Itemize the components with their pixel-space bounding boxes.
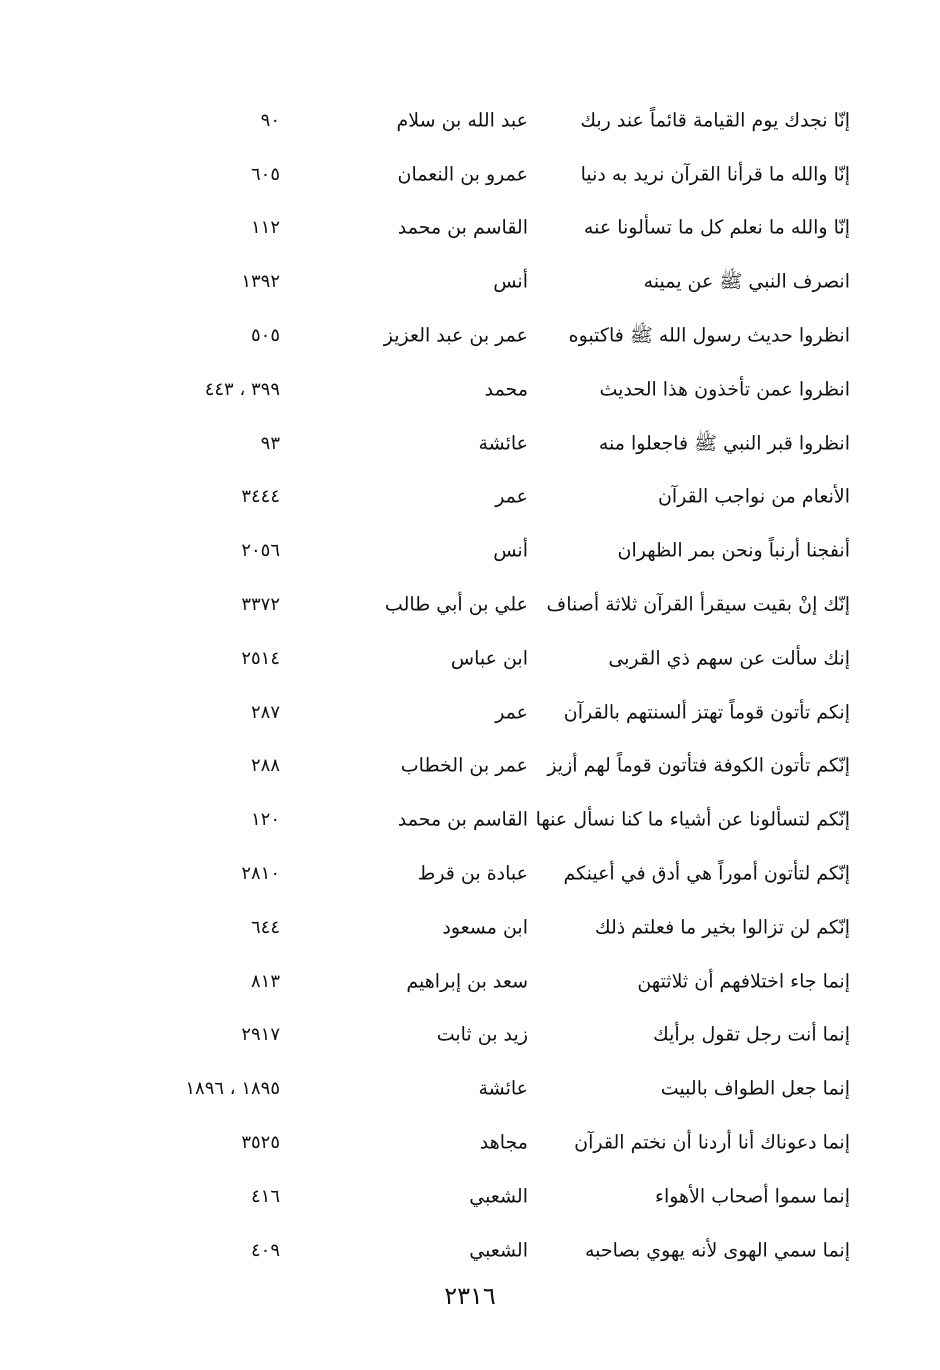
narrator-name: عائشة [478, 432, 528, 455]
hadith-text: إنكم تأتون قوماً تهتز ألسنتهم بالقرآن [563, 701, 850, 724]
hadith-text: إنما جعل الطواف بالبيت [660, 1077, 850, 1100]
hadith-text: إنما جاء اختلافهم أن ثلاثتهن [637, 970, 850, 993]
index-row [0, 847, 940, 901]
hadith-reference-number: ٦٤٤ [250, 916, 280, 938]
narrator-name: القاسم بن محمد [397, 216, 528, 239]
narrator-name: الشعبي [469, 1185, 528, 1208]
narrator-name: القاسم بن محمد [397, 808, 528, 831]
hadith-reference-number: ٢٠٥٦ [241, 540, 280, 562]
hadith-text: إنّك إنْ بقيت سيقرأ القرآن ثلاثة أصناف [546, 593, 850, 616]
hadith-text: انظروا عمن تأخذون هذا الحديث [599, 378, 850, 401]
hadith-reference-number: ١٢٠ [250, 809, 280, 831]
hadith-reference-number: ١٨٩٥ ، ١٨٩٦ [185, 1078, 280, 1100]
page-number: ٢٣١٦ [444, 1282, 496, 1310]
hadith-reference-number: ٢٥١٤ [241, 647, 280, 669]
hadith-reference-number: ٩٣ [260, 432, 280, 454]
hadith-text: إنما سموا أصحاب الأهواء [655, 1185, 850, 1208]
narrator-name: زيد بن ثابت [436, 1023, 528, 1046]
index-row [0, 1224, 940, 1278]
narrator-name: أنس [493, 270, 528, 293]
narrator-name: الشعبي [469, 1239, 528, 1262]
hadith-reference-number: ٢٨٧ [250, 701, 280, 723]
index-row [0, 1170, 940, 1224]
narrator-name: أنس [493, 539, 528, 562]
hadith-text: انصرف النبي ﷺ عن يمينه [643, 270, 850, 293]
hadith-reference-number: ٣٤٤٤ [241, 486, 280, 508]
narrator-name: مجاهد [479, 1131, 528, 1154]
narrator-name: عمر بن عبد العزيز [383, 324, 528, 347]
narrator-name: عمرو بن النعمان [397, 163, 528, 186]
narrator-name: محمد [484, 378, 528, 401]
narrator-name: عمر [495, 701, 528, 724]
index-row [0, 363, 940, 417]
hadith-reference-number: ١٣٩٢ [241, 271, 280, 293]
index-row [0, 148, 940, 202]
index-row [0, 1116, 940, 1170]
hadith-text: إنّكم لن تزالوا بخير ما فعلتم ذلك [594, 916, 850, 939]
hadith-reference-number: ٤١٦ [250, 1185, 280, 1207]
index-row [0, 417, 940, 471]
index-row [0, 94, 940, 148]
hadith-reference-number: ٥٠٥ [250, 325, 280, 347]
index-row [0, 955, 940, 1009]
hadith-text: الأنعام من نواجب القرآن [657, 485, 850, 508]
hadith-text: إنك سألت عن سهم ذي القربى [608, 647, 850, 670]
narrator-name: علي بن أبي طالب [384, 593, 528, 616]
hadith-text: إنّكم تأتون الكوفة فتأتون قوماً لهم أزيز [547, 754, 850, 777]
hadith-text: إنّا نجدك يوم القيامة قائماً عند ربك [580, 109, 850, 132]
narrator-name: سعد بن إبراهيم [406, 970, 528, 993]
hadith-reference-number: ٢٩١٧ [241, 1024, 280, 1046]
hadith-reference-number: ١١٢ [250, 217, 280, 239]
hadith-reference-number: ٦٠٥ [250, 163, 280, 185]
hadith-text: إنّا والله ما نعلم كل ما تسألونا عنه [583, 216, 850, 239]
hadith-reference-number: ٩٠ [260, 109, 280, 131]
hadith-text: انظروا حديث رسول الله ﷺ فاكتبوه [568, 324, 850, 347]
narrator-name: عمر [495, 485, 528, 508]
hadith-text: إنّكم لتأتون أموراً هي أدق في أعينكم [563, 862, 850, 885]
hadith-reference-number: ٣٣٧٢ [241, 594, 280, 616]
hadith-reference-number: ٤٠٩ [250, 1239, 280, 1261]
hadith-text: إنما سمي الهوى لأنه يهوي بصاحبه [584, 1239, 850, 1262]
hadith-reference-number: ٣٩٩ ، ٤٤٣ [204, 378, 280, 400]
index-row [0, 309, 940, 363]
hadith-text: إنّا والله ما قرأنا القرآن نريد به دنيا [580, 163, 850, 186]
index-row [0, 901, 940, 955]
index-row [0, 793, 940, 847]
hadith-reference-number: ٢٨٨ [250, 755, 280, 777]
hadith-reference-number: ٨١٣ [250, 970, 280, 992]
index-row [0, 686, 940, 740]
narrator-name: عمر بن الخطاب [400, 754, 528, 777]
hadith-reference-number: ٣٥٢٥ [241, 1132, 280, 1154]
narrator-name: ابن مسعود [442, 916, 528, 939]
index-row [0, 202, 940, 256]
hadith-text: إنّكم لتسألونا عن أشياء ما كنا نسأل عنها [535, 808, 850, 831]
hadith-text: أنفجنا أرنباً ونحن بمر الظهران [617, 539, 850, 562]
index-row [0, 632, 940, 686]
narrator-name: ابن عباس [450, 647, 528, 670]
hadith-index-table [0, 94, 940, 1278]
index-row [0, 255, 940, 309]
index-row [0, 524, 940, 578]
index-row [0, 740, 940, 794]
narrator-name: عائشة [478, 1077, 528, 1100]
index-row [0, 1062, 940, 1116]
hadith-text: انظروا قبر النبي ﷺ فاجعلوا منه [598, 432, 850, 455]
index-row [0, 471, 940, 525]
hadith-reference-number: ٢٨١٠ [241, 863, 280, 885]
index-row [0, 1009, 940, 1063]
narrator-name: عبد الله بن سلام [396, 109, 528, 132]
index-row [0, 578, 940, 632]
hadith-text: إنما دعوناك أنا أردنا أن نختم القرآن [574, 1131, 850, 1154]
hadith-text: إنما أنت رجل تقول برأيك [653, 1023, 850, 1046]
narrator-name: عبادة بن قرط [417, 862, 528, 885]
